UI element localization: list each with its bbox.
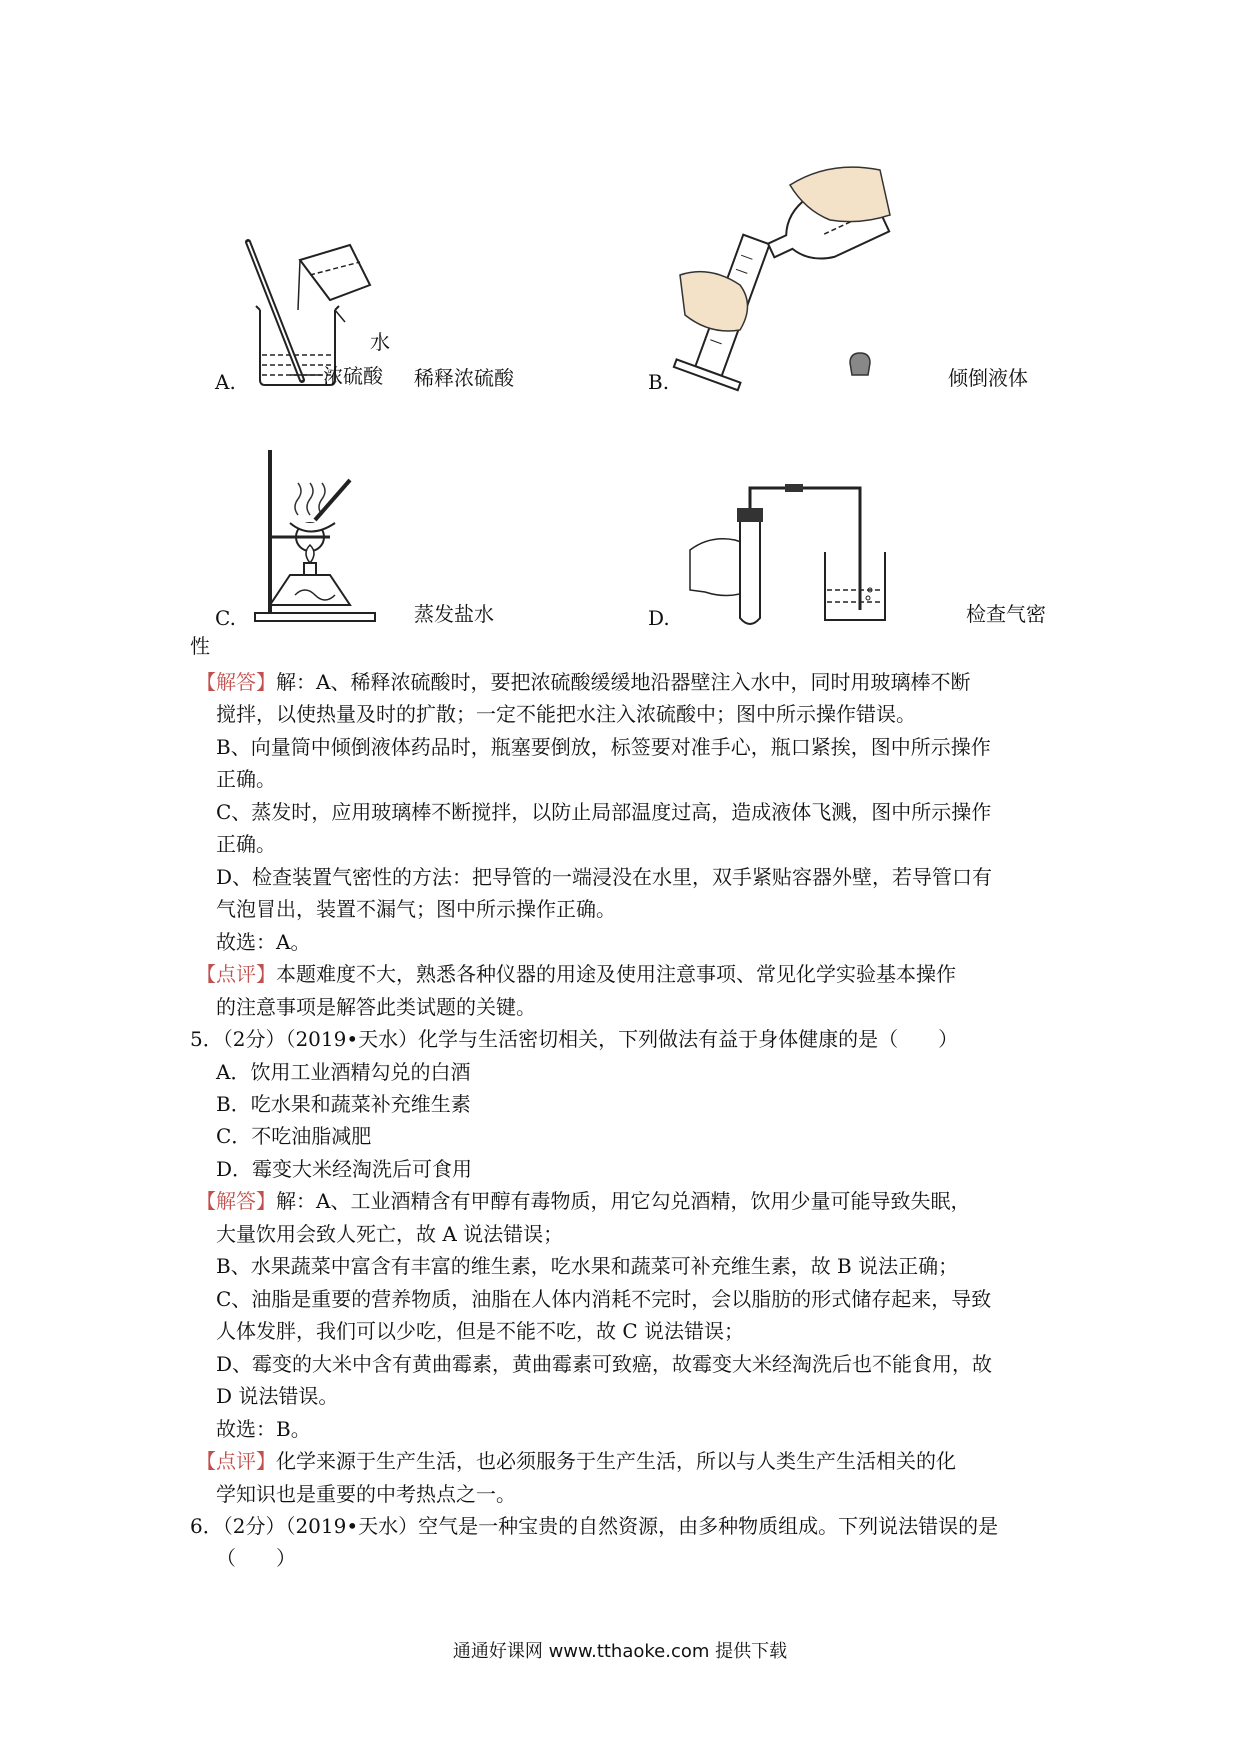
q5-option-d: D．霉变大米经淘洗后可食用 — [216, 1157, 473, 1181]
option-a-label: 稀释浓硫酸 — [414, 366, 514, 390]
figure-evaporate — [250, 445, 380, 625]
option-d-label: 检查气密 — [966, 602, 1046, 626]
q4-answer-line-8: 气泡冒出，装置不漏气；图中所示操作正确。 — [216, 897, 616, 921]
q5-stem: 5．（2分）（2019•天水）化学与生活密切相关，下列做法有益于身体健康的是（ ） — [190, 1027, 959, 1051]
q4-comment-line-1: 【点评】本题难度不大，熟悉各种仪器的用途及使用注意事项、常见化学实验基本操作 — [196, 962, 956, 986]
q4-answer-line-3: B、向量筒中倾倒液体药品时，瓶塞要倒放，标签要对准手心，瓶口紧挨，图中所示操作 — [216, 735, 991, 759]
q5-comment-line-1: 【点评】化学来源于生产生活，也必须服务于生产生活，所以与人类生产生活相关的化 — [196, 1449, 956, 1473]
q4-answer-line-2: 搅拌，以使热量及时的扩散；一定不能把水注入浓硫酸中；图中所示操作错误。 — [216, 702, 916, 726]
q4-answer-line-7: D、检查装置气密性的方法：把导管的一端浸没在水里，双手紧贴容器外壁，若导管口有 — [216, 865, 993, 889]
q5-option-a: A．饮用工业酒精勾兑的白酒 — [216, 1060, 471, 1084]
option-c-label: 蒸发盐水 — [414, 602, 494, 626]
q5-answer-line-6: D、霉变的大米中含有黄曲霉素，黄曲霉素可致癌，故霉变大米经淘洗后也不能食用，故 — [216, 1352, 993, 1376]
answer-tag: 【解答】 — [196, 1189, 276, 1213]
q5-answer-line-7: D 说法错误。 — [216, 1384, 339, 1408]
option-d-letter: D. — [648, 606, 670, 630]
q5-answer-line-8: 故选：B。 — [216, 1417, 311, 1441]
q4-answer-line-1: 【解答】解：A、稀释浓硫酸时，要把浓硫酸缓缓地沿器壁注入水中，同时用玻璃棒不断 — [196, 670, 971, 694]
option-b-label: 倾倒液体 — [948, 366, 1028, 390]
figure-pour-liquid — [670, 165, 900, 395]
comment-tag: 【点评】 — [196, 962, 276, 986]
q4-answer-line-4: 正确。 — [216, 767, 276, 791]
q5-comment-line-2: 学知识也是重要的中考热点之一。 — [216, 1482, 516, 1506]
comment-tag: 【点评】 — [196, 1449, 276, 1473]
option-b-letter: B. — [648, 370, 670, 394]
q5-answer-line-4: C、油脂是重要的营养物质，油脂在人体内消耗不完时，会以脂肪的形式储存起来，导致 — [216, 1287, 992, 1311]
q5-answer-line-5: 人体发胖，我们可以少吃，但是不能不吃，故 C 说法错误； — [216, 1319, 745, 1343]
q5-answer-line-1: 【解答】解：A、工业酒精含有甲醇有毒物质，用它勾兑酒精，饮用少量可能导致失眠， — [196, 1189, 971, 1213]
q4-answer-line-5: C、蒸发时，应用玻璃棒不断搅拌，以防止局部温度过高，造成液体飞溅，图中所示操作 — [216, 800, 992, 824]
option-a-letter: A. — [215, 370, 236, 394]
option-c-letter: C. — [215, 606, 236, 630]
figure-label-acid: 浓硫酸 — [323, 364, 383, 388]
q4-answer-line-6: 正确。 — [216, 832, 276, 856]
q4-answer-line-9: 故选：A。 — [216, 930, 311, 954]
option-d-label-cont: 性 — [190, 634, 210, 658]
q5-option-b: B．吃水果和蔬菜补充维生素 — [216, 1092, 471, 1116]
q6-stem: 6．（2分）（2019•天水）空气是一种宝贵的自然资源，由多种物质组成。下列说法错误的是 — [190, 1514, 999, 1538]
q5-option-c: C．不吃油脂减肥 — [216, 1124, 372, 1148]
answer-tag: 【解答】 — [196, 670, 276, 694]
q5-answer-line-3: B、水果蔬菜中富含有丰富的维生素，吃水果和蔬菜可补充维生素，故 B 说法正确； — [216, 1254, 959, 1278]
q6-stem-cont: （ ） — [216, 1546, 296, 1570]
page-footer: 通通好课网 www.tthaoke.com 提供下载 — [452, 1641, 788, 1662]
figure-label-water: 水 — [370, 330, 390, 354]
q4-comment-line-2: 的注意事项是解答此类试题的关键。 — [216, 995, 536, 1019]
q5-answer-line-2: 大量饮用会致人死亡，故 A 说法错误； — [216, 1222, 564, 1246]
figure-airtight — [690, 480, 890, 630]
